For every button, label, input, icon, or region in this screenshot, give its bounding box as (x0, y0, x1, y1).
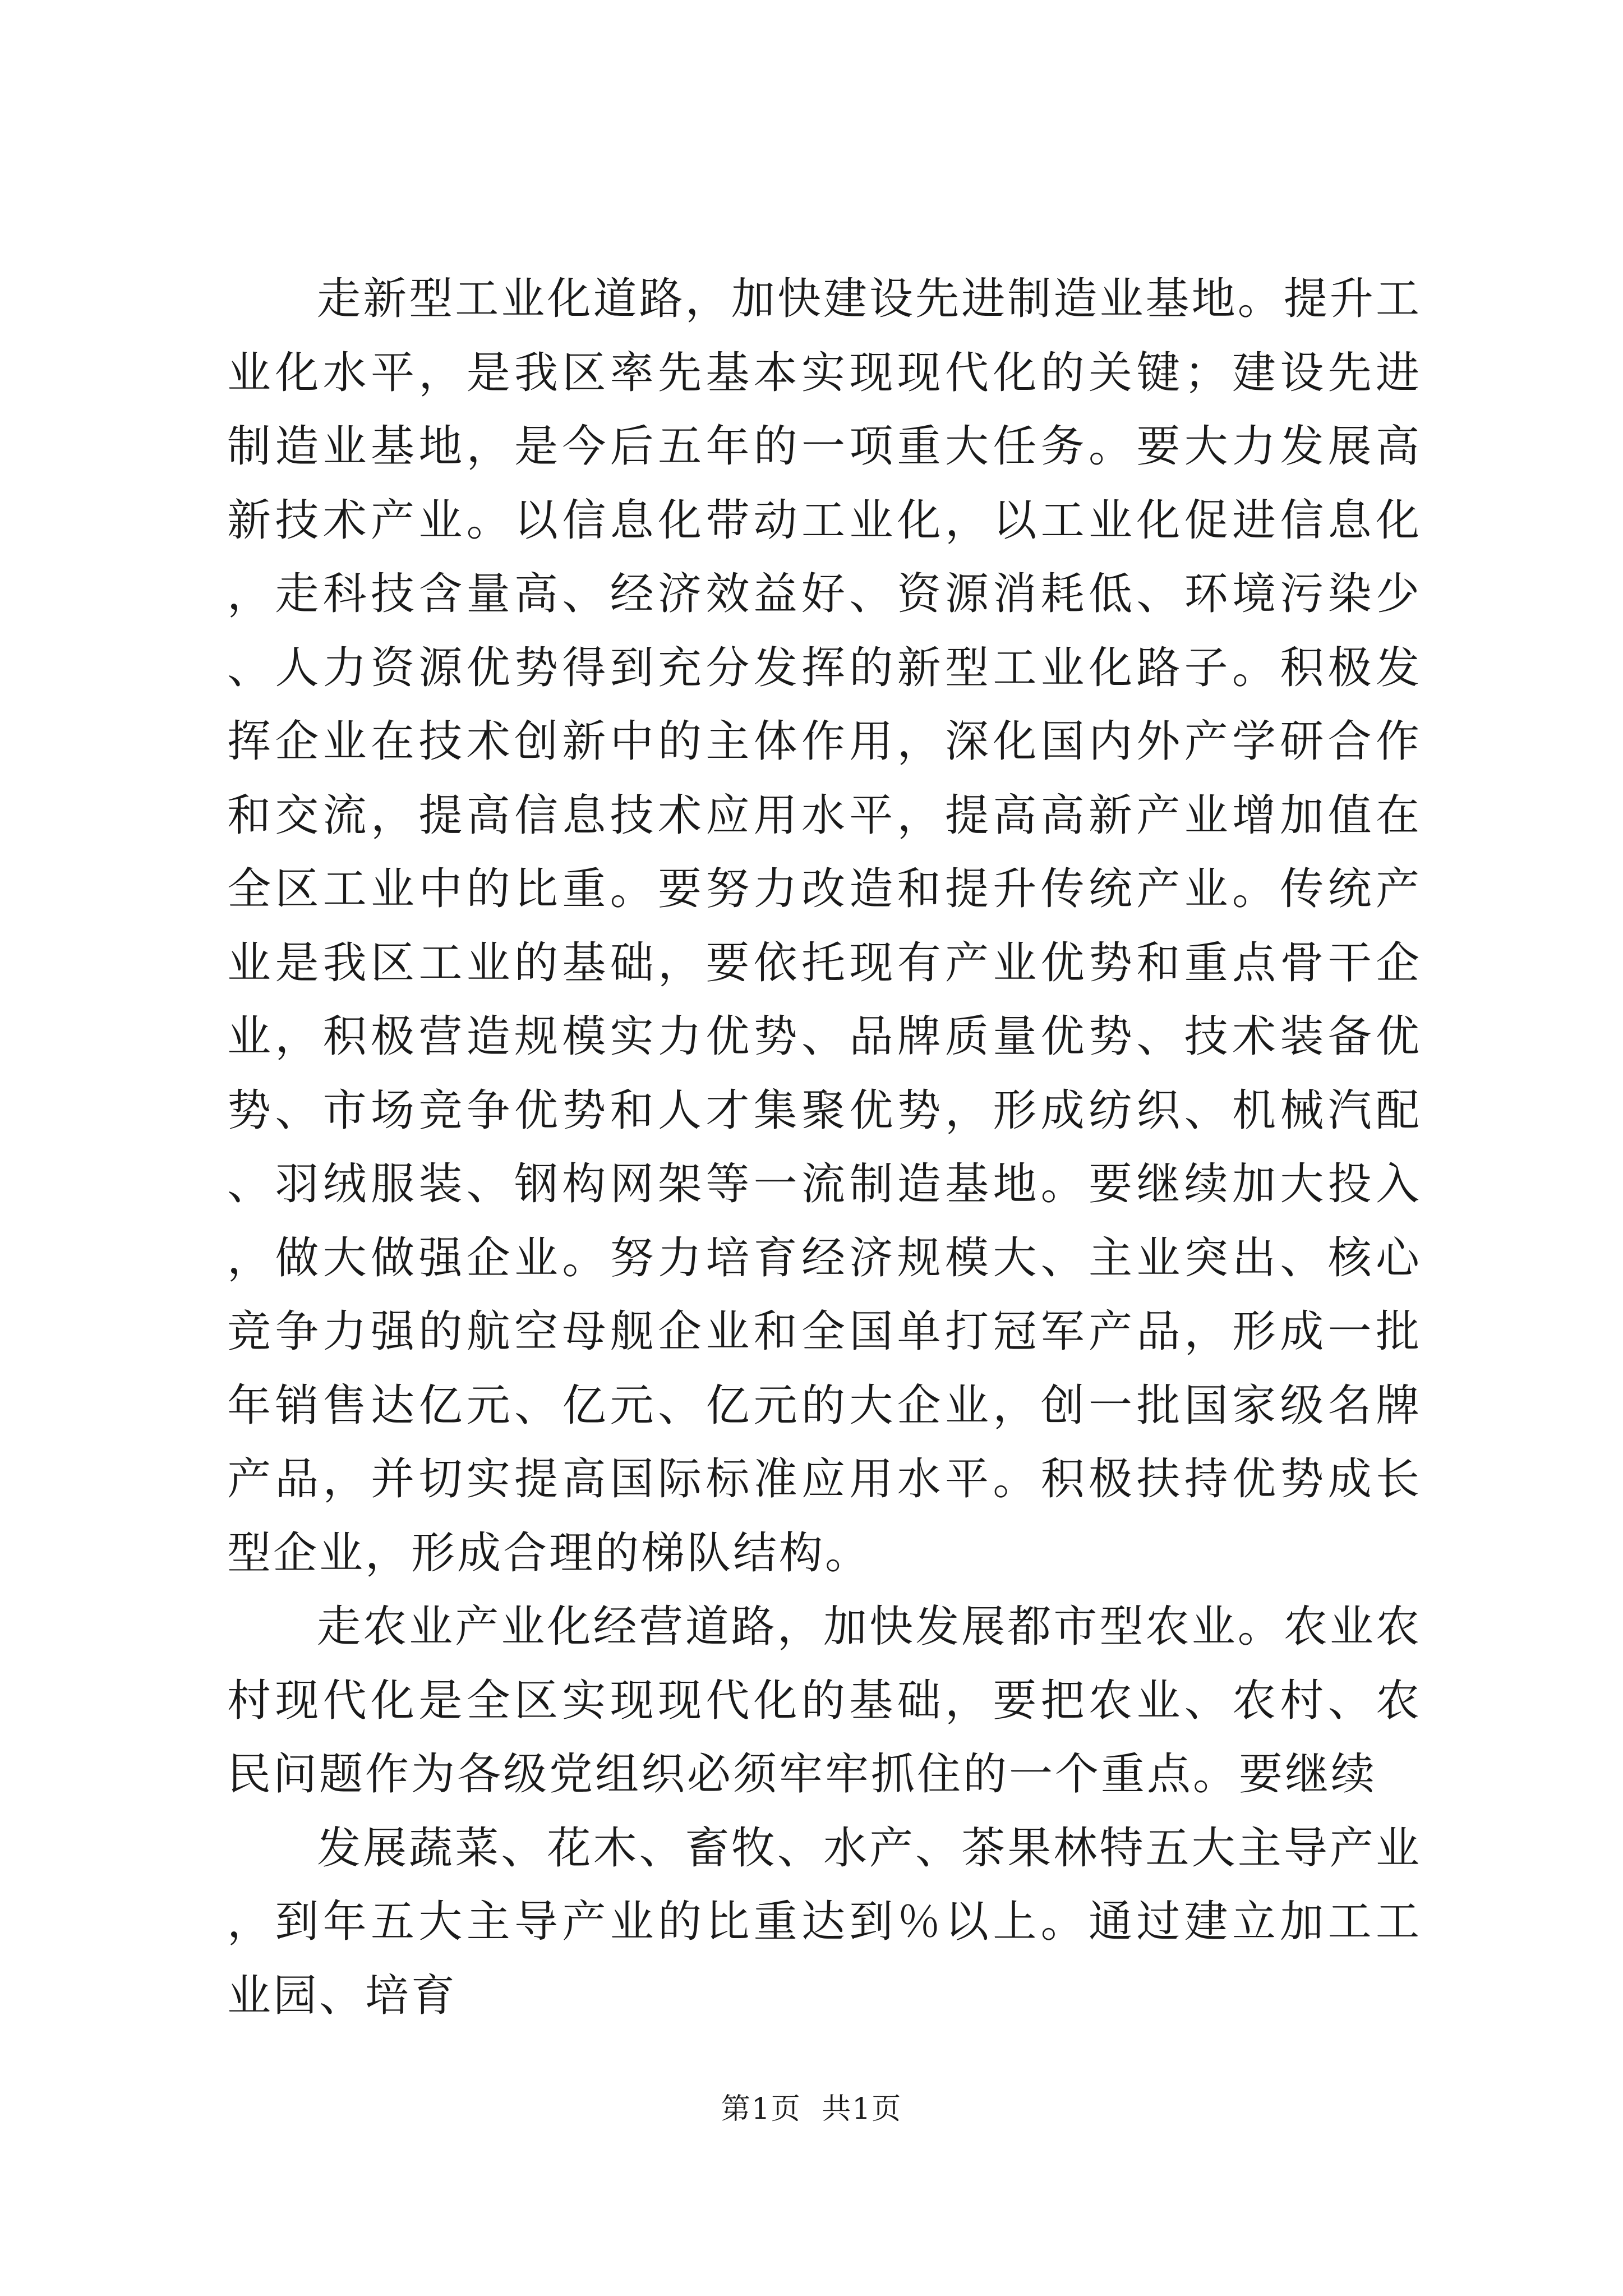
paragraph-leading-industries: 发展蔬菜、花木、畜牧、水产、茶果林特五大主导产业，到年五大主导产业的比重达到％以上。通过建立加工工业园、培育 (227, 1823, 1422, 2021)
paragraph-industrialization: 走新型工业化道路，加快建设先进制造业基地。提升工业化水平，是我区率先基本实现现代化的关键；建设先进制造业基地，是今后五年的一项重大任务。要大力发展高新技术产业。以信息化带动工业化，以工业化促进信息化，走科技含量高、经济效益好、资源消耗低、环境污染少、人力资源优势得到充分发挥的新型工业化路子。积极发挥企业在技术创新中的主体作用，深化国内外产学研合作和交流，提高信息技术应用水平，提高高新产业增加值在全区工业中的比重。要努力改造和提升传统产业。传统产业是我区工业的基础，要依托现有产业优势和重点骨干企业，积极营造规模实力优势、品牌质量优势、技术装备优势、市场竞争优势和人才集聚优势，形成纺织、机械汽配、羽绒服装、钢构网架等一流制造基地。要继续加大投入，做大做强企业。努力培育经济规模大、主业突出、核心竞争力强的航空母舰企业和全国单打冠军产品，形成一批年销售达亿元、亿元、亿元的大企业，创一批国家级名牌产品，并切实提高国际标准应用水平。积极扶持优势成长型企业，形成合理的梯队结构。 (227, 274, 1422, 1579)
document-body (227, 263, 1422, 2033)
page-total: 共1页 (822, 2092, 902, 2126)
page-footer (0, 2090, 1623, 2129)
page-number: 第1页 (721, 2092, 801, 2126)
paragraph-agriculture: 走农业产业化经营道路，加快发展都市型农业。农业农村现代化是全区实现现代化的基础，要把农业、农村、农民问题作为各级党组织必须牢牢抓住的一个重点。要继续 (227, 1602, 1422, 1800)
